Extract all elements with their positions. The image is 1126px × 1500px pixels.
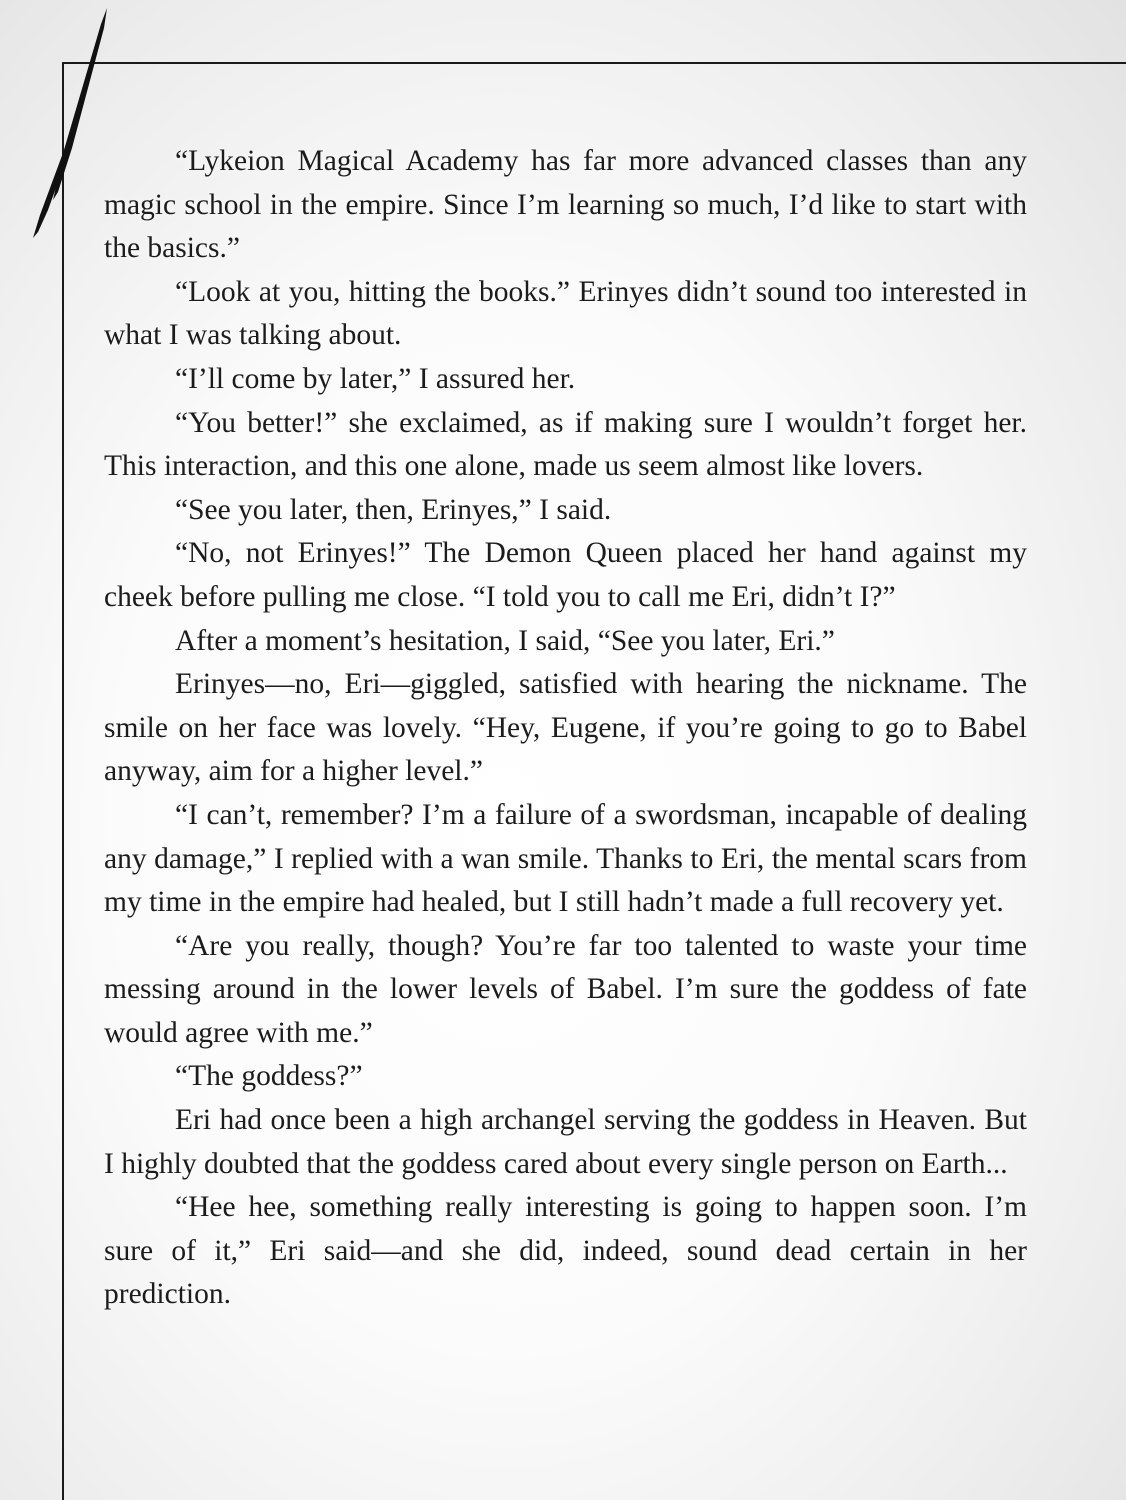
- paragraph: “I’ll come by later,” I assured her.: [175, 362, 576, 395]
- paragraph: Erinyes—no, Eri—giggled, satisfied with hearing the nickname. The smile on her face was lovely. “Hey, Eugene, if you’re going to go to Babel anyway, aim for a higher level.”: [104, 668, 1027, 788]
- paragraph: Eri had once been a high archangel serving the goddess in Heaven. But I highly doubted that the goddess cared about every single person on Earth...: [104, 1104, 1027, 1180]
- paragraph: “Are you really, though? You’re far too talented to waste your time messing around in the lower levels of Babel. I’m sure the goddess of fate would agree with me.”: [104, 929, 1027, 1049]
- slash-stroke-short: [33, 124, 76, 238]
- paragraph: “Look at you, hitting the books.” Erinyes didn’t sound too interested in what I was talking about.: [104, 275, 1027, 352]
- paragraph: “Hee hee, something really interesting is going to happen soon. I’m sure of it,” Eri said—and she did, indeed, sound dead certain in her prediction.: [104, 1191, 1027, 1311]
- paragraph: “I can’t, remember? I’m a failure of a swordsman, incapable of dealing any damage,” I replied with a wan smile. Thanks to Eri, the mental scars from my time in the empire had healed, but I still hadn’t made a full recovery yet.: [104, 798, 1027, 919]
- paragraph: “No, not Erinyes!” The Demon Queen placed her hand against my cheek before pulling me close. “I told you to call me Eri, didn’t I?”: [104, 537, 1027, 613]
- paragraph: “The goddess?”: [175, 1060, 363, 1093]
- paragraph: After a moment’s hesitation, I said, “See you later, Eri.”: [175, 624, 835, 657]
- paragraph: “You better!” she exclaimed, as if making sure I wouldn’t forget her. This interaction, and this one alone, made us seem almost like lovers.: [104, 406, 1027, 483]
- paragraph: “See you later, then, Erinyes,” I said.: [175, 493, 612, 526]
- body-text: [104, 140, 1027, 1317]
- paragraph: “Lykeion Magical Academy has far more advanced classes than any magic school in the empire. Since I’m learning so much, I’d like to start with the basics.”: [104, 145, 1027, 265]
